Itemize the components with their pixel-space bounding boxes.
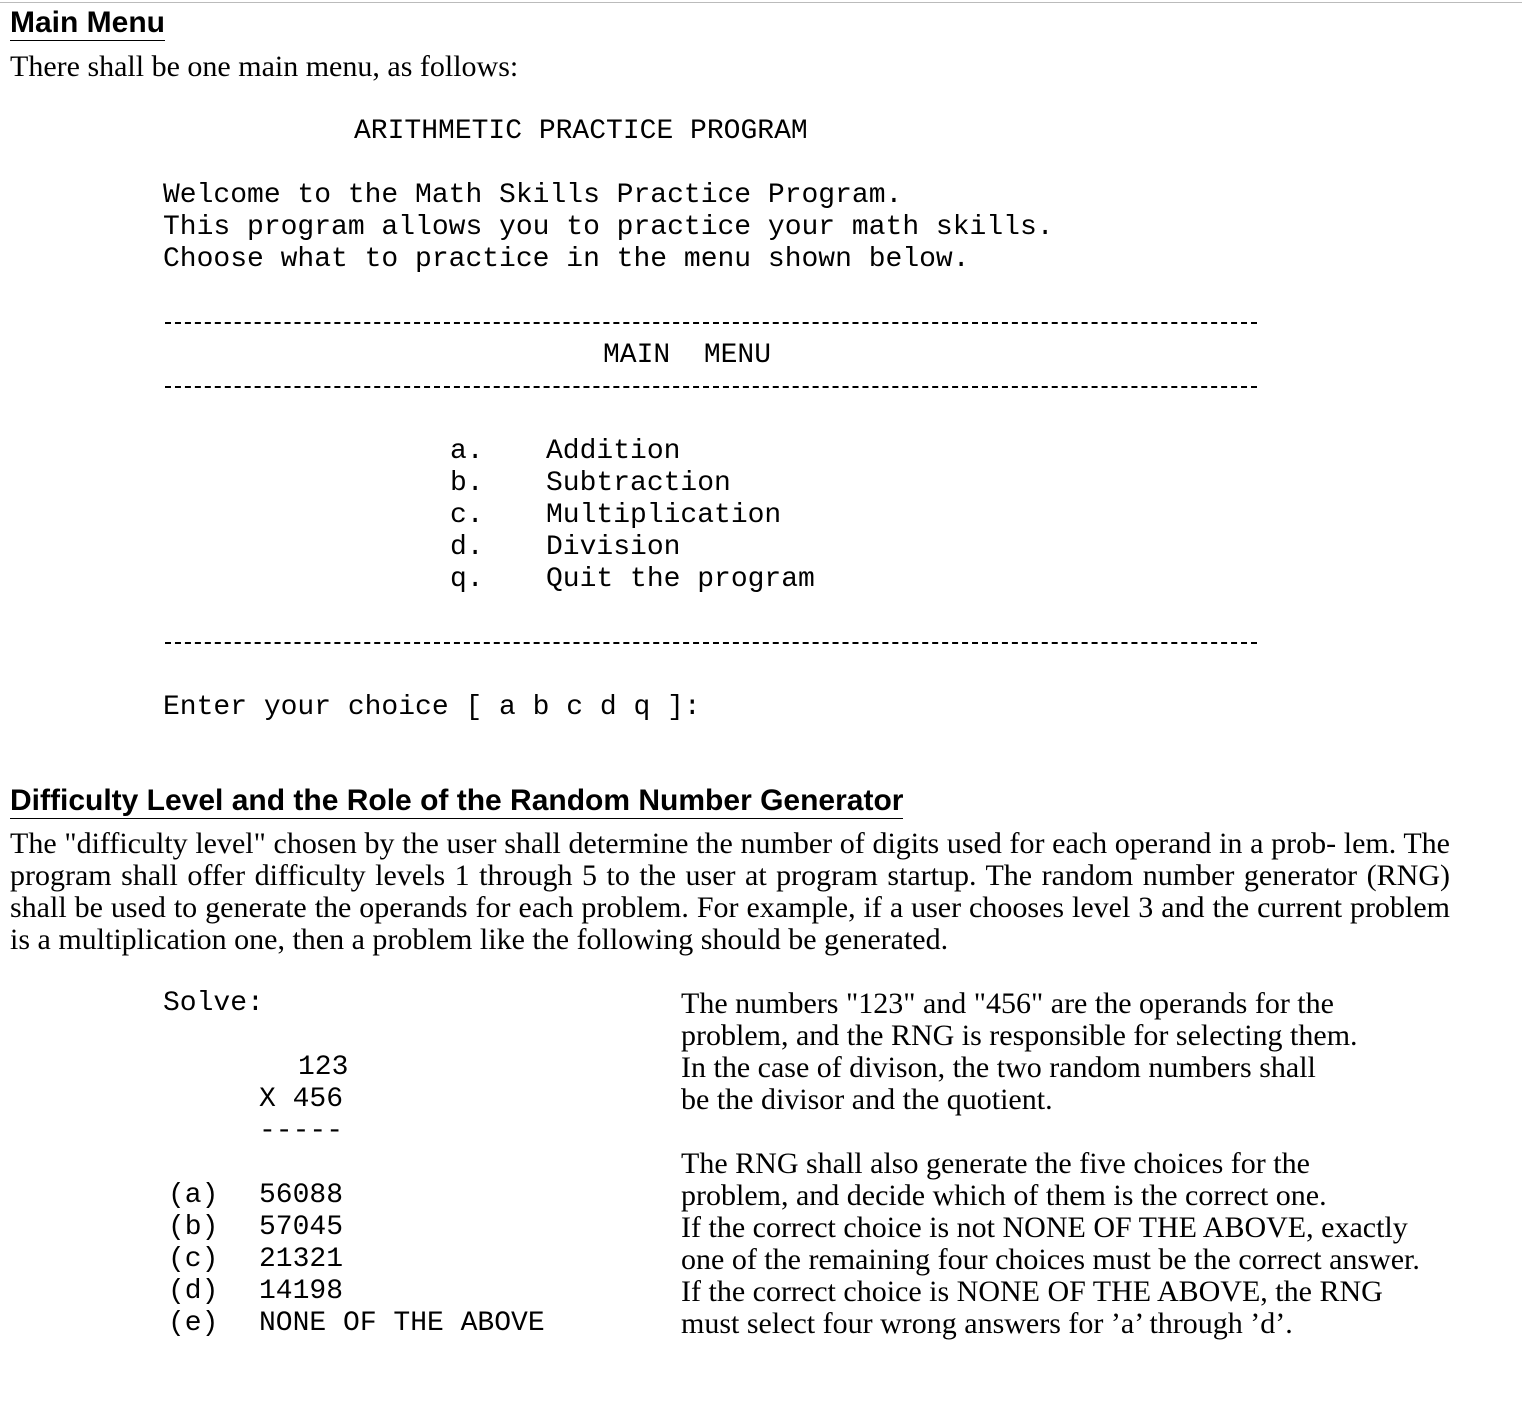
choice-prompt: Enter your choice [ a b c d q ]:: [163, 692, 701, 723]
explanation-line: problem, and the RNG is responsible for selecting them.: [681, 1019, 1358, 1052]
menu-key-a: a.: [450, 436, 484, 467]
menu-key-b: b.: [450, 468, 484, 499]
menu-key-c: c.: [450, 500, 484, 531]
menu-item-addition: Addition: [546, 436, 681, 467]
explanation-choices: [681, 1148, 1501, 1340]
main-menu-heading: Main Menu: [10, 6, 165, 39]
difficulty-paragraph: The "difficulty level" chosen by the user shall determine the number of digits used for each operand in a prob- lem. The program shall offer difficulty levels 1 through 5 to the user at program startup. The random number generator (RNG) shall be used to generate the operands for each problem. For example, if a user chooses level 3 and the current problem is a multiplication one, then a problem like the following should be generated.: [10, 827, 1450, 956]
menu-item-quit: Quit the program: [546, 564, 815, 595]
choice-key-b: (b): [168, 1212, 219, 1243]
solve-label: Solve:: [163, 988, 264, 1019]
explanation-line: In the case of divison, the two random numbers shall: [681, 1051, 1316, 1084]
choice-key-c: (c): [168, 1244, 219, 1275]
choice-value-c: 21321: [259, 1244, 344, 1275]
menu-item-division: Division: [546, 532, 681, 563]
choice-value-a: 56088: [259, 1180, 344, 1211]
menu-item-multiplication: Multiplication: [546, 500, 782, 531]
dashed-divider: [165, 386, 1257, 388]
explanation-line: The numbers "123" and "456" are the operands for the: [681, 987, 1334, 1020]
explanation-line: If the correct choice is not NONE OF THE ABOVE, exactly: [681, 1211, 1408, 1244]
welcome-line-3: Choose what to practice in the menu shown below.: [163, 244, 970, 275]
operand-1: 123: [298, 1052, 349, 1083]
operand-2-line: X 456: [259, 1084, 344, 1115]
difficulty-heading: Difficulty Level and the Role of the Random Number Generator: [10, 784, 904, 817]
explanation-line: If the correct choice is NONE OF THE ABOVE, the RNG: [681, 1275, 1383, 1308]
choice-key-d: (d): [168, 1276, 219, 1307]
top-rule: [0, 2, 1522, 3]
explanation-line: one of the remaining four choices must be the correct answer.: [681, 1243, 1420, 1276]
choice-key-e: (e): [168, 1308, 219, 1339]
program-title: ARITHMETIC PRACTICE PROGRAM: [354, 116, 808, 147]
result-underline: -----: [259, 1116, 344, 1147]
welcome-line-1: Welcome to the Math Skills Practice Program.: [163, 180, 903, 211]
dashed-divider: [165, 642, 1257, 644]
menu-title: MAIN MENU: [603, 340, 772, 371]
choice-value-d: 14198: [259, 1276, 344, 1307]
menu-item-subtraction: Subtraction: [546, 468, 731, 499]
explanation-line: be the divisor and the quotient.: [681, 1083, 1053, 1116]
choice-value-b: 57045: [259, 1212, 344, 1243]
explanation-line: must select four wrong answers for ’a’ through ’d’.: [681, 1307, 1293, 1340]
welcome-line-2: This program allows you to practice your math skills.: [163, 212, 1054, 243]
menu-key-q: q.: [450, 564, 484, 595]
menu-key-d: d.: [450, 532, 484, 563]
explanation-line: problem, and decide which of them is the correct one.: [681, 1179, 1327, 1212]
choice-key-a: (a): [168, 1180, 219, 1211]
dashed-divider: [165, 322, 1257, 324]
explanation-line: The RNG shall also generate the five choices for the: [681, 1147, 1310, 1180]
choice-value-e: NONE OF THE ABOVE: [259, 1308, 545, 1339]
explanation-operands: [681, 988, 1501, 1116]
main-menu-intro: There shall be one main menu, as follows:: [10, 50, 519, 83]
